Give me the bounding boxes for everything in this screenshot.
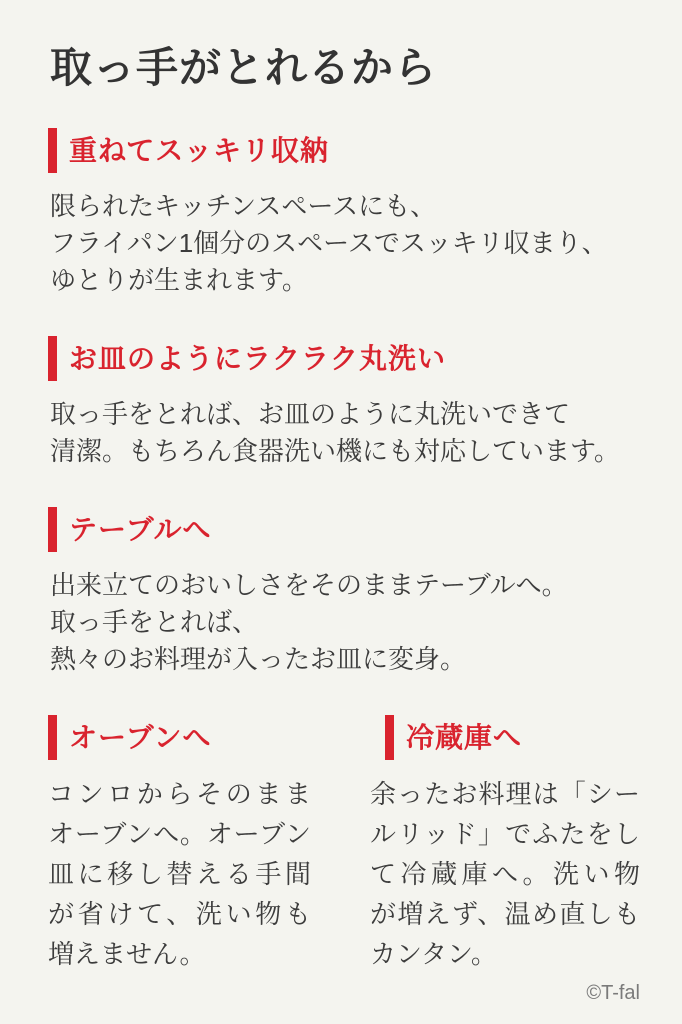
body-line: カンタン。 xyxy=(370,939,497,969)
section-body xyxy=(370,774,640,974)
body-line: 増えません。 xyxy=(48,939,206,969)
section-body xyxy=(50,188,640,299)
body-line: オーブンへ。オーブン xyxy=(48,819,311,849)
body-line: 出来立てのおいしさをそのままテーブルへ。 xyxy=(50,570,568,600)
body-line: ゆとりが生まれます。 xyxy=(50,265,308,295)
body-line: フライパン1個分のスペースでスッキリ収まり、 xyxy=(50,228,608,258)
red-accent-bar-icon xyxy=(48,128,57,173)
section-heading xyxy=(48,336,640,381)
column-fridge xyxy=(370,715,640,974)
body-line: 余ったお料理は「シー xyxy=(370,779,640,809)
section-body xyxy=(50,396,640,470)
body-line: が増えず、温め直しも xyxy=(370,899,640,929)
body-line: が省けて、洗い物も xyxy=(48,899,311,929)
section-heading xyxy=(48,715,311,760)
red-accent-bar-icon xyxy=(48,715,57,760)
section-heading xyxy=(48,507,640,552)
section-easy-wash xyxy=(48,336,640,470)
section-heading-label: 冷蔵庫へ xyxy=(406,722,523,753)
body-line: コンロからそのまま xyxy=(48,779,311,809)
section-heading xyxy=(48,128,640,173)
red-accent-bar-icon xyxy=(385,715,394,760)
page-title: 取っ手がとれるから xyxy=(50,44,438,91)
copyright-label: ©T-fal xyxy=(586,982,640,1004)
body-line: 清潔。もちろん食器洗い機にも対応しています。 xyxy=(50,436,620,466)
red-accent-bar-icon xyxy=(48,507,57,552)
section-heading xyxy=(385,715,640,760)
red-accent-bar-icon xyxy=(48,336,57,381)
section-stack-storage xyxy=(48,128,640,299)
body-line: 限られたキッチンスペースにも、 xyxy=(50,191,437,221)
body-line: 取っ手をとれば、 xyxy=(50,607,259,637)
section-body xyxy=(48,774,311,974)
section-to-table xyxy=(48,507,640,678)
column-oven xyxy=(48,715,311,974)
body-line: て冷蔵庫へ。洗い物 xyxy=(370,859,640,889)
section-heading-label: テーブルへ xyxy=(69,514,212,545)
body-line: 取っ手をとれば、お皿のように丸洗いできて xyxy=(50,399,571,429)
section-heading-label: 重ねてスッキリ収納 xyxy=(69,135,330,166)
body-line: 熱々のお料理が入ったお皿に変身。 xyxy=(50,644,467,674)
section-body xyxy=(50,567,640,678)
section-heading-label: お皿のようにラクラク丸洗い xyxy=(69,343,447,374)
two-column-section xyxy=(48,715,640,974)
body-line: ルリッド」でふたをし xyxy=(370,819,640,849)
body-line: 皿に移し替える手間 xyxy=(48,859,311,889)
section-heading-label: オーブンへ xyxy=(69,722,212,753)
